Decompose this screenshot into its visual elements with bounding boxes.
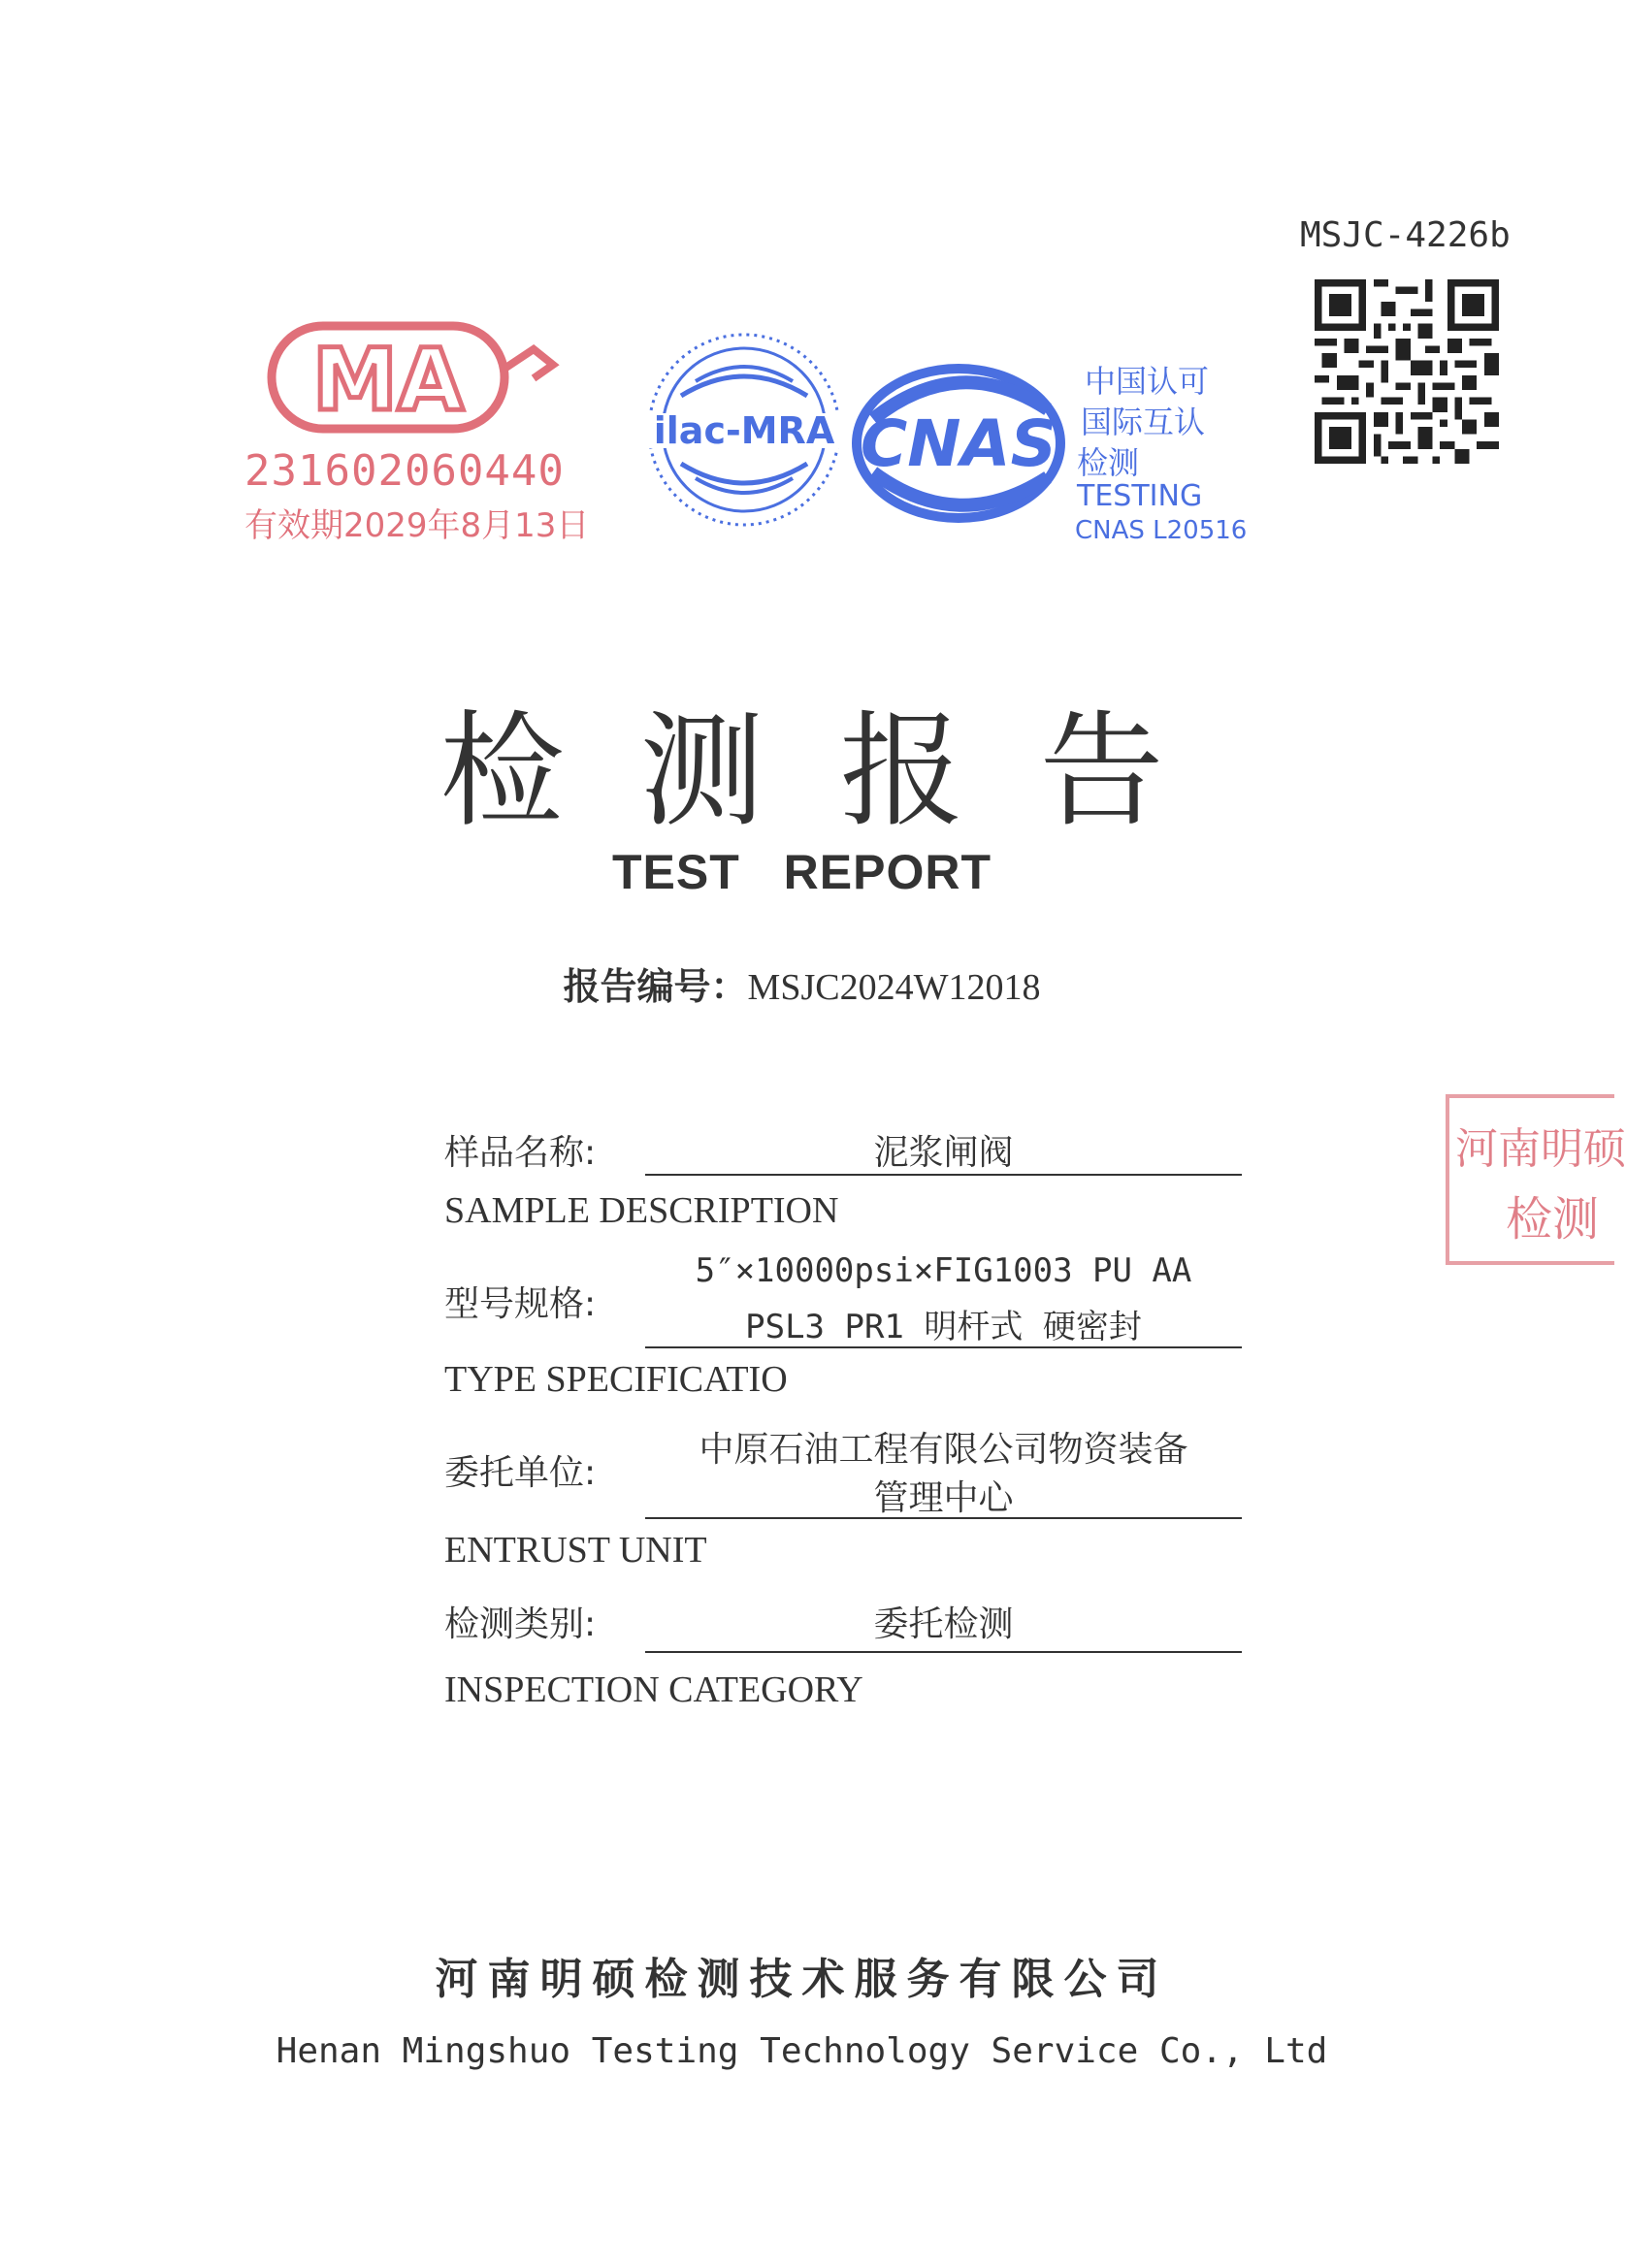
- company-name-zh: 河南明硕检测技术服务有限公司: [435, 1955, 1169, 2004]
- sample-value: 泥浆闸阀: [873, 1133, 1014, 1173]
- entrust-underline: [645, 1517, 1242, 1519]
- type-label-en: TYPE SPECIFICATIO: [444, 1359, 788, 1400]
- cma-validity: 有效期2029年8月13日: [244, 506, 590, 545]
- type-value-line-2: PSL3 PR1 明杆式 硬密封: [745, 1308, 1142, 1346]
- cnas-text: CNAS: [860, 406, 1057, 481]
- sample-label-en: SAMPLE DESCRIPTION: [444, 1190, 839, 1231]
- entrust-value-line-1: 中原石油工程有限公司物资装备: [699, 1430, 1188, 1470]
- company-name-en: Henan Mingshuo Testing Technology Service Co., Ltd: [276, 2031, 1328, 2071]
- ilac-text: ilac-MRA: [653, 409, 835, 452]
- type-value-line-1: 5″×10000psi×FIG1003 PU AA: [695, 1251, 1192, 1290]
- category-value: 委托检测: [873, 1604, 1014, 1644]
- cnas-logo: [844, 351, 1087, 535]
- report-number-label: 报告编号：: [563, 965, 748, 1008]
- ilac-mra-logo: [642, 328, 846, 532]
- report-number: [0, 956, 1604, 1010]
- cnas-line-1: 中国认可: [1085, 363, 1210, 400]
- cnas-code: CNAS L20516: [1075, 516, 1248, 545]
- category-label: 检测类别:: [444, 1604, 597, 1644]
- sample-underline: [645, 1174, 1242, 1176]
- category-underline: [645, 1651, 1242, 1653]
- cnas-line-3: 检测: [1077, 444, 1140, 481]
- category-label-en: INSPECTION CATEGORY: [444, 1669, 863, 1710]
- type-label: 型号规格:: [444, 1284, 597, 1324]
- entrust-value-line-2: 管理中心: [873, 1478, 1014, 1518]
- page-title-zh: 检测报告: [439, 699, 1240, 844]
- cma-logo-text: MA: [312, 330, 464, 430]
- document-code: MSJC-4226b: [1300, 215, 1511, 255]
- sample-label: 样品名称:: [444, 1133, 597, 1173]
- cma-number: 231602060440: [244, 446, 565, 496]
- qr-code[interactable]: [1315, 279, 1499, 464]
- report-number-value: MSJC2024W12018: [747, 967, 1041, 1008]
- entrust-label: 委托单位:: [444, 1453, 597, 1493]
- cnas-line-2: 国际互认: [1081, 404, 1206, 440]
- page-title-en: TEST REPORT: [611, 845, 992, 899]
- entrust-label-en: ENTRUST UNIT: [444, 1530, 707, 1571]
- stamp-line-1: 河南明硕: [1455, 1124, 1626, 1174]
- cnas-testing: TESTING: [1077, 479, 1203, 513]
- stamp-line-2: 检测: [1506, 1192, 1600, 1247]
- type-underline: [645, 1346, 1242, 1348]
